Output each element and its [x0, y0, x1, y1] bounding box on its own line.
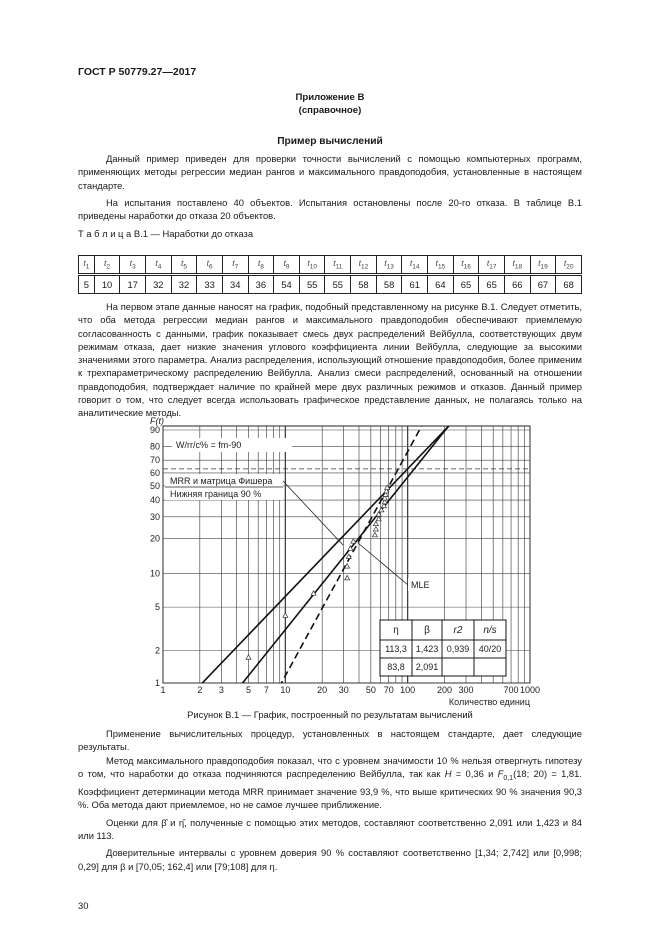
x-tick-label: 5: [245, 685, 252, 695]
data-point: [372, 532, 377, 537]
table-cell: 65: [453, 275, 479, 294]
x-tick-label: 2: [197, 685, 203, 695]
index: 11: [335, 263, 343, 271]
results-text: [78, 727, 582, 873]
table-cell: 68: [556, 275, 582, 294]
results-cell-text: β: [424, 625, 430, 636]
index: 14: [412, 263, 420, 271]
table-cell: 66: [504, 275, 530, 294]
table-cell: 33: [197, 275, 223, 294]
x-tick-label: 3: [218, 685, 224, 695]
text: = 0,36 и: [451, 767, 498, 779]
index: 5: [183, 263, 187, 271]
data-point: [246, 655, 251, 660]
index: 2: [106, 263, 111, 271]
y-tick-label: 10: [149, 568, 160, 579]
legend-mrr: MRR и матрица Фишера: [170, 476, 273, 486]
results-paragraph: [78, 754, 582, 812]
index: 16: [463, 263, 471, 271]
t-symbol: t: [307, 258, 310, 269]
t-symbol: t: [486, 258, 490, 269]
text: Метод максимального правдоподобия показал, что с уровнем значимости 10 % нельзя отвергнуть гипотезу о том, что наработки до отказа подчиняются распределению Вейбулла, так как: [78, 754, 582, 779]
x-tick-label: 70: [383, 685, 394, 695]
t-symbol: t: [180, 258, 184, 269]
results-paragraph: Доверительные интервалы с уровнем доверия 90 % составляют соответственно [1,34; 2,742] или [0,998; 0,29] для β и [70,05; 162,4] или [79;108] для η.: [78, 847, 582, 872]
t-symbol: t: [384, 258, 387, 269]
t-symbol: t: [206, 258, 209, 269]
t-symbol: t: [257, 258, 261, 269]
index: 13: [386, 263, 394, 271]
intro-paragraph: Данный пример приведен для проверки точности вычислений с помощью компьютерных программ, применяющих методы регрессии медиан рангов и максимального правдоподобия, установленные в настоящем стандарте.: [78, 153, 582, 191]
t-symbol: t: [283, 258, 286, 269]
f-symbol: F: [497, 767, 504, 779]
index: 6: [208, 263, 213, 271]
legend-lower-bound: Нижняя граница 90 %: [170, 489, 262, 499]
index: 19: [540, 263, 548, 271]
data-point: [283, 613, 288, 618]
data-point: [373, 527, 378, 532]
x-tick-label: 7: [263, 685, 269, 695]
x-tick-label: 1: [160, 685, 166, 695]
results-cell-text: η: [393, 625, 399, 636]
t-symbol: t: [538, 258, 541, 269]
data-point: [345, 575, 350, 580]
t-symbol: t: [461, 258, 464, 269]
results-cell-text: 40/20: [478, 644, 502, 654]
x-tick-label: 50: [365, 685, 376, 695]
index: 9: [285, 263, 290, 271]
data-point: [373, 521, 378, 526]
x-tick-label: 100: [400, 685, 416, 695]
t-symbol: t: [155, 258, 158, 269]
results-cell-text: 113,3: [385, 644, 407, 654]
results-cell-text: 83,8: [387, 662, 405, 672]
y-tick-label: 70: [149, 455, 160, 466]
t-symbol: t: [83, 258, 86, 269]
y-tick-label: 60: [149, 467, 160, 478]
x-tick-label: 10: [280, 685, 291, 695]
y-tick-label: 80: [149, 441, 160, 452]
y-tick-label: 30: [149, 511, 160, 522]
results-cell-text: n/s: [483, 625, 497, 636]
table-cell: 55: [325, 275, 351, 294]
mle-leader-line: [358, 543, 408, 585]
x-axis-label: Количество единиц: [448, 697, 530, 707]
t-symbol: t: [409, 258, 413, 269]
y-axis-label: F(t): [150, 416, 164, 426]
t-symbol: t: [104, 258, 107, 269]
table-cell: 10: [94, 275, 120, 294]
page-number: 30: [78, 900, 89, 911]
y-tick-label: 5: [154, 602, 160, 613]
table-cell: 65: [479, 275, 505, 294]
x-tick-label: 200: [436, 685, 453, 695]
legend-leader-line: [283, 481, 343, 545]
y-tick-label: 50: [149, 480, 160, 491]
table-cell: 61: [402, 275, 428, 294]
document-header: ГОСТ Р 50779.27—2017: [78, 66, 197, 78]
index: 18: [514, 263, 523, 271]
table-cell: 32: [171, 275, 197, 294]
table-cell: 54: [274, 275, 300, 294]
index: 12: [361, 263, 369, 271]
table-cell: 67: [530, 275, 556, 294]
y-tick-label: 20: [149, 533, 160, 544]
y-tick-label: 90: [149, 425, 160, 435]
figure-caption: Рисунок В.1 — График, построенный по результатам вычислений: [187, 709, 473, 720]
x-tick-label: 20: [317, 685, 328, 695]
x-tick-label: 30: [338, 685, 349, 695]
y-tick-label: 40: [149, 495, 160, 506]
table-cell: 58: [376, 275, 402, 294]
intro-paragraph: На испытания поставлено 40 объектов. Испытания остановлены после 20-го отказа. В таблице В.1 приведены наработки до отказа 20 объектов.: [78, 196, 582, 222]
table-cell: 17: [120, 275, 146, 294]
t-symbol: t: [435, 258, 438, 269]
table-caption: Т а б л и ц а В.1 — Наработки до отказа: [78, 228, 254, 239]
t-symbol: t: [358, 258, 362, 269]
t-symbol: t: [512, 258, 515, 269]
annotation-text: W/rr/c% = fm-90: [176, 440, 242, 450]
table-cell: 55: [299, 275, 325, 294]
index: 8: [260, 263, 264, 271]
y-tick-label: 1: [154, 678, 160, 688]
results-cell-text: 0,939: [446, 644, 470, 654]
analysis-paragraph: На первом этапе данные наносят на график, подобный представленному на рисунке В.1. Следует отметить, что оба метода регрессии медиан рангов и максимального правдоподобия обеспечивают приемлемую согласованность с данными, график показывает смесь двух распределений Вейбулла, соответствующих двум режимам отказа, дает низкие значения углового коэффициента линии Вейбулла, следующие за высокими значениями этого параметра. Анализ распределения, использующий отношение правдоподобия, более применим к трехпараметрическому распределению Вейбулла. Анализ смеси распределений, основанный на отношении правдоподобия, подтверждает наличие по крайней мере двух различных режимов и отказов. Данный пример говорит о том, что следует всегда использовать графическое представление данных, не полагаясь только на аналитические методы.: [78, 301, 582, 419]
index: 1: [85, 263, 90, 271]
t-symbol: t: [232, 258, 235, 269]
t-symbol: t: [129, 258, 133, 269]
table-cell: 36: [248, 275, 274, 294]
legend-mle: MLE: [411, 580, 430, 590]
y-tick-label: 2: [154, 645, 160, 656]
table-cell: 34: [222, 275, 248, 294]
section-title: Пример вычислений: [277, 136, 383, 147]
index: 20: [566, 263, 574, 271]
x-tick-label: 700: [503, 685, 519, 695]
h-symbol: H: [444, 767, 452, 779]
text: (18; 20) = 1,81. Коэффициент детерминации метода MRR принимает значение 93,9 %, что выше критических 90 % значения 90,3 %. Оба метода дают приемлемое, но не самое лучшее приближение.: [78, 767, 582, 811]
x-tick-label: 1000: [519, 685, 541, 695]
f-subscript: 0,1: [503, 774, 514, 782]
index: 3: [132, 263, 136, 271]
index: 4: [157, 263, 162, 271]
appendix-subtitle: (справочное): [298, 105, 362, 116]
index: 10: [309, 263, 317, 271]
table-cell: 32: [146, 275, 172, 294]
t-symbol: t: [563, 258, 567, 269]
results-cell-text: 2,091: [415, 662, 439, 672]
index: 7: [234, 263, 239, 271]
index: 15: [437, 263, 446, 271]
results-paragraph: Применение вычислительных процедур, установленных в настоящем стандарте, дает следующие результаты.: [78, 728, 582, 753]
results-cell-text: r2: [453, 625, 463, 636]
table-cell: 5: [79, 275, 95, 294]
index: 17: [489, 263, 497, 271]
results-paragraph: Оценки для β̂ и η̂, полученные с помощью этих методов, составляют соответственно 2,091 или 1,423 и 84 или 113.: [78, 816, 582, 841]
table-cell: 58: [351, 275, 377, 294]
data-point: [351, 539, 356, 544]
results-cell-text: 1,423: [415, 644, 439, 654]
appendix-title: Приложение В: [295, 92, 365, 103]
x-tick-label: 300: [458, 685, 474, 695]
t-symbol: t: [333, 258, 336, 269]
table-cell: 64: [428, 275, 454, 294]
